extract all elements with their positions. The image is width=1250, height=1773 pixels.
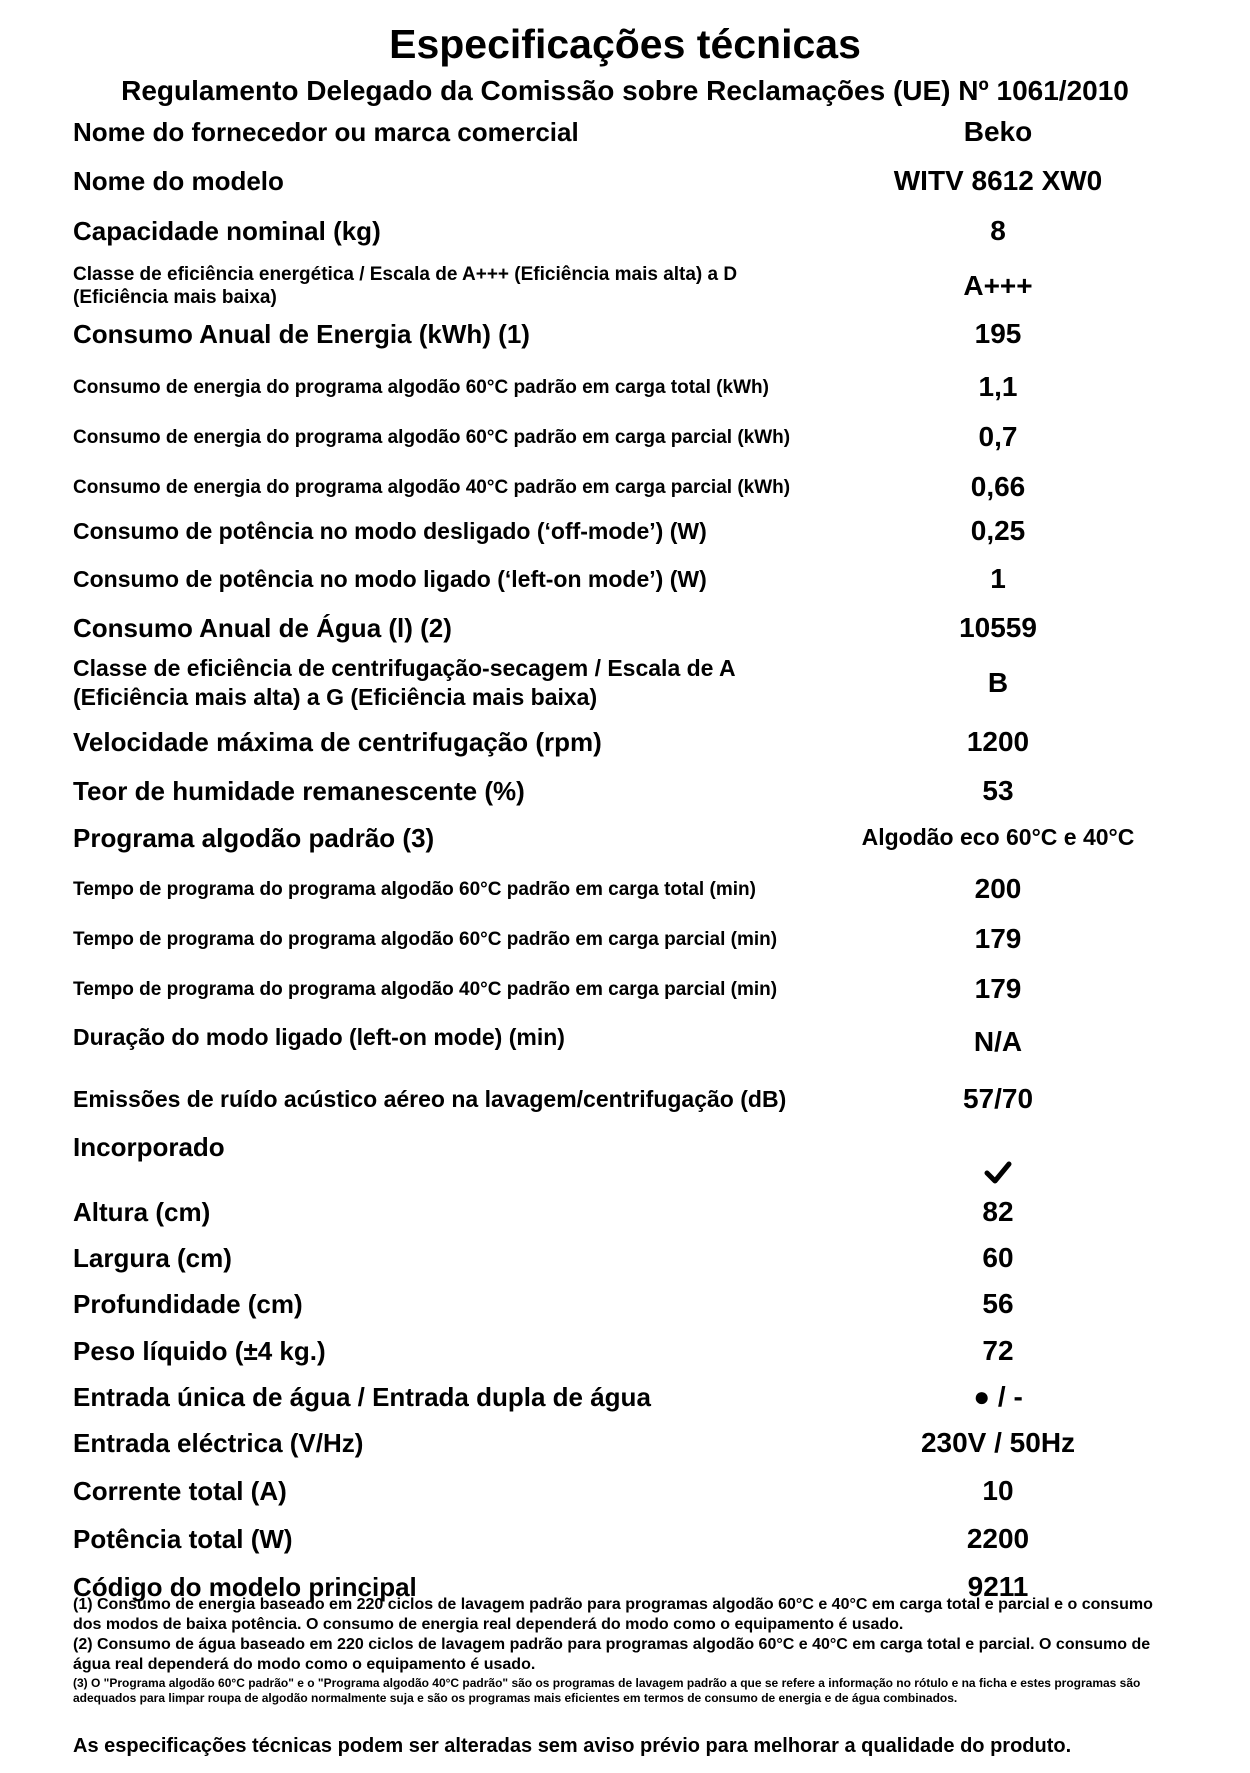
spec-value: ● / - [973,1381,1023,1412]
spec-label: Corrente total (A) [73,1476,287,1506]
spec-row-left-on-mode [0,560,1250,598]
spec-value: B [987,667,1009,698]
spec-value: WITV 8612 XW0 [893,165,1103,196]
spec-row-current [0,1468,1250,1514]
spec-label: Teor de humidade remanescente (%) [73,776,525,806]
spec-label: Consumo de potência no modo ligado (‘left-on mode’) (W) [73,565,707,592]
spec-value: 0,25 [970,515,1026,546]
spec-label: Tempo de programa do programa algodão 60°C padrão em carga total (min) [73,878,756,900]
spec-row-max-spin [0,720,1250,764]
regulation-subtitle: Regulamento Delegado da Comissão sobre Reclamações (UE) Nº 1061/2010 [121,75,1129,106]
spec-value: 57/70 [962,1083,1034,1114]
spec-row-energy-60-partial [0,412,1250,462]
spec-value: Beko [963,116,1033,147]
spec-row-depth [0,1282,1250,1326]
spec-label: Consumo de energia do programa algodão 40°C padrão em carga parcial (kWh) [73,476,791,498]
spec-row-standard-program [0,816,1250,860]
spec-label: Consumo Anual de Água (l) (2) [73,613,452,643]
spec-label: Velocidade máxima de centrifugação (rpm) [73,727,602,757]
spec-row-annual-water [0,606,1250,650]
spec-label: Nome do modelo [73,166,284,196]
footnote-1: (1) Consumo de energia baseado em 220 ciclos de lavagem padrão para programas algodão 60°C e 40°C em carga total e parcial e o consumo dos modos de baixa potência. O consumo de energia real dependerá do modo como o equipamento é usado. [73,1596,1153,1633]
spec-label: Entrada única de água / Entrada dupla de água [73,1382,651,1412]
spec-value: 179 [974,923,1022,954]
spec-value: Algodão eco 60°C e 40°C [861,824,1135,850]
spec-label: Tempo de programa do programa algodão 40°C padrão em carga parcial (min) [73,978,778,1000]
spec-value: 195 [974,318,1022,349]
spec-value: 1,1 [978,371,1018,402]
spec-row-left-on-duration [0,1016,1250,1058]
spec-label: Profundidade (cm) [73,1289,303,1319]
spec-value: 200 [974,873,1022,904]
spec-row-annual-energy [0,312,1250,356]
spec-label: Peso líquido (±4 kg.) [73,1336,326,1366]
spec-value: 230V / 50Hz [920,1427,1076,1458]
spec-label: Classe de eficiência de centrifugação-secagem / Escala de A (Eficiência mais alta) a G (Eficiência mais baixa) [73,655,735,710]
spec-value: A+++ [963,270,1033,301]
spec-value: 1 [990,563,1006,594]
spec-row-noise [0,1068,1250,1130]
spec-value: 1200 [966,726,1030,757]
spec-label: Duração do modo ligado (left-on mode) (min) [73,1023,565,1050]
spec-label: Nome do fornecedor ou marca comercial [73,117,579,147]
spec-label: Incorporado [73,1132,225,1162]
spec-row-off-mode [0,512,1250,550]
spec-value: 9211 [967,1571,1029,1602]
spec-label: Consumo de potência no modo desligado (‘off-mode’) (W) [73,517,707,544]
spec-row-capacity [0,208,1250,254]
footnote-3: (3) O "Programa algodão 60°C padrão" e o "Programa algodão 40°C padrão" são os programas de lavagem padrão a que se refere a informação no rótulo e na ficha e estes programas são adequados para limpar roupa de algodão normalmente suja e são os programas mais eficientes em termos de consumo de energia e de água combinados. [73,1676,1141,1705]
spec-value: 53 [982,775,1014,806]
spec-row-time-60-full [0,864,1250,914]
spec-value: 82 [982,1196,1014,1227]
spec-label: Potência total (W) [73,1524,293,1554]
spec-label: Entrada eléctrica (V/Hz) [73,1428,364,1458]
spec-row-time-60-partial [0,914,1250,964]
spec-label: Consumo de energia do programa algodão 60°C padrão em carga total (kWh) [73,376,769,398]
spec-value: 72 [982,1335,1014,1366]
spec-label: Emissões de ruído acústico aéreo na lavagem/centrifugação (dB) [73,1085,787,1112]
spec-value: 8 [990,215,1006,246]
spec-value: N/A [973,1026,1023,1057]
spec-row-energy-class [0,260,1250,312]
spec-value: 2200 [966,1523,1030,1554]
spec-value: 56 [982,1288,1014,1319]
spec-value: 179 [974,973,1022,1004]
spec-row-electrical-input [0,1420,1250,1466]
spec-row-energy-60-full [0,362,1250,412]
spec-row-width [0,1236,1250,1280]
spec-label: Classe de eficiência energética / Escala de A+++ (Eficiência mais alta) a D (Eficiência mais baixa) [73,264,738,308]
spec-value: 0,7 [978,421,1018,452]
spec-label: Código do modelo principal [73,1572,417,1602]
spec-value: 10 [982,1475,1014,1506]
footnote-2: (2) Consumo de água baseado em 220 ciclos de lavagem padrão para programas algodão 60°C e 40°C em carga total e parcial. O consumo de água real dependerá do modo como o equipamento é usado. [73,1636,1151,1673]
spec-row-water-inlet [0,1374,1250,1420]
spec-value: 10559 [959,612,1037,643]
spec-row-total-power [0,1516,1250,1562]
spec-row-built-in [0,1128,1250,1188]
disclaimer: As especificações técnicas podem ser alteradas sem aviso prévio para melhorar a qualidade do produto. [73,1735,1072,1757]
spec-value: 0,66 [970,471,1026,502]
spec-row-height [0,1190,1250,1234]
spec-value [800,1128,1196,1188]
spec-label: Tempo de programa do programa algodão 60°C padrão em carga parcial (min) [73,928,778,950]
spec-label: Altura (cm) [73,1197,211,1227]
spec-row-spin-class [0,652,1250,714]
spec-row-net-weight [0,1328,1250,1374]
spec-row-energy-40-partial [0,462,1250,512]
page-title: Especificações técnicas [389,21,861,67]
spec-label: Consumo de energia do programa algodão 60°C padrão em carga parcial (kWh) [73,426,791,448]
check-icon [984,1160,1012,1186]
spec-label: Programa algodão padrão (3) [73,823,435,853]
spec-value: 60 [982,1242,1014,1273]
spec-row-time-40-partial [0,964,1250,1014]
spec-label: Largura (cm) [73,1243,232,1273]
spec-label: Consumo Anual de Energia (kWh) (1) [73,319,530,349]
spec-label: Capacidade nominal (kg) [73,216,381,246]
spec-row-supplier [0,110,1250,154]
spec-row-moisture [0,768,1250,814]
spec-row-model [0,158,1250,204]
footnotes [73,1595,1173,1706]
